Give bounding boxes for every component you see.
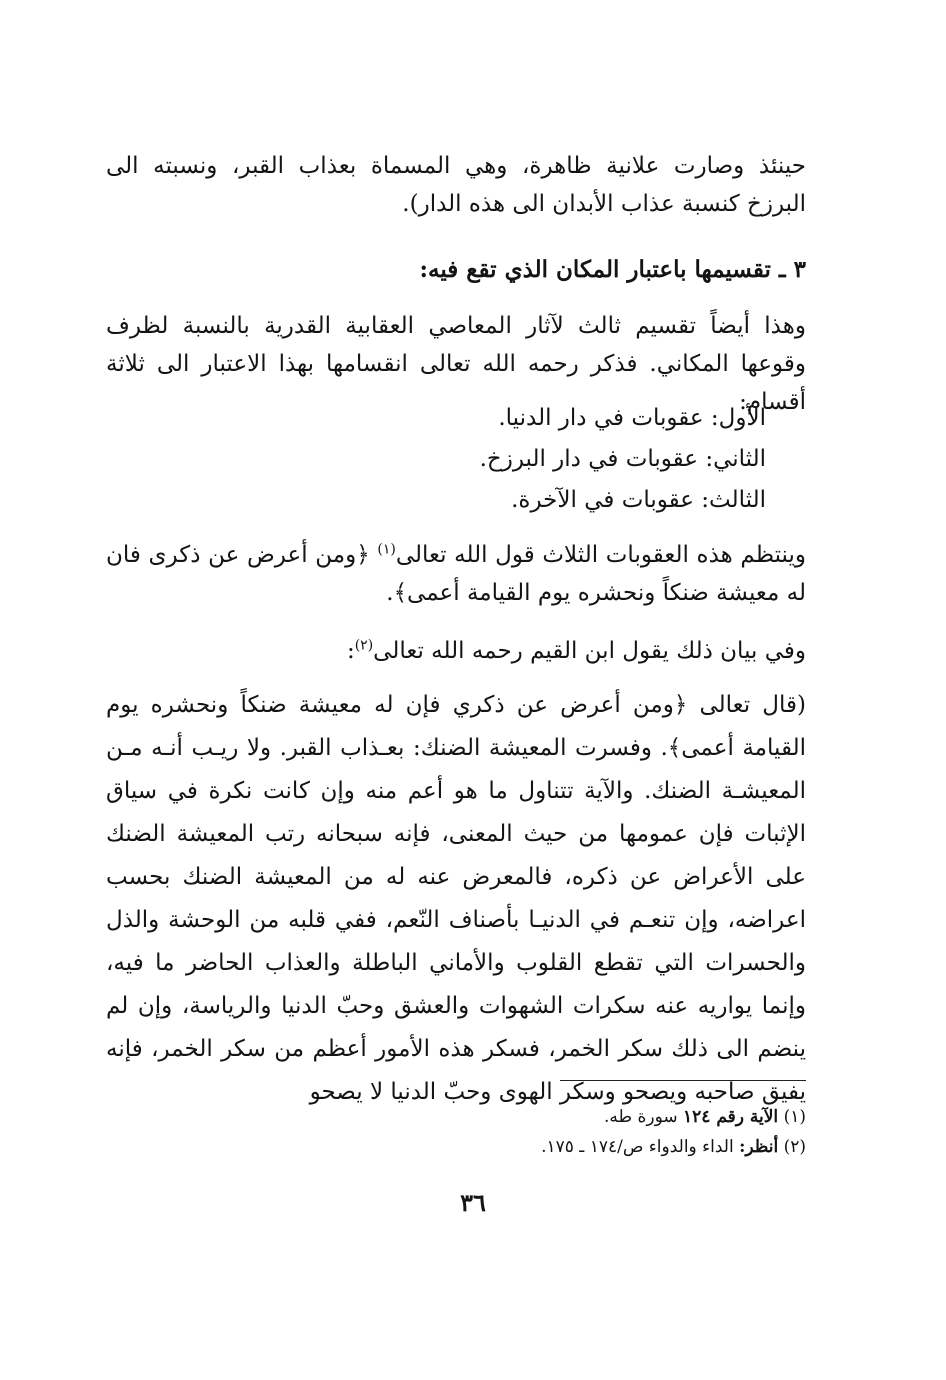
ibn-qayyim-colon: : bbox=[346, 638, 355, 664]
footnote-bold: أنظر: bbox=[739, 1137, 779, 1157]
footnote-item bbox=[106, 1102, 806, 1132]
list-item: الثالث: عقوبات في الآخرة. bbox=[511, 487, 766, 513]
footnote-ref: (١) bbox=[377, 541, 396, 558]
footnote-text: سورة طه. bbox=[604, 1107, 683, 1127]
list-item: الأول: عقوبات في دار الدنيا. bbox=[498, 405, 766, 431]
footnote-text: الداء والدواء ص/١٧٤ ـ ١٧٥. bbox=[541, 1137, 740, 1157]
footnote-bold: الآية رقم ١٢٤ bbox=[683, 1107, 779, 1127]
ibn-qayyim-intro: وفي بيان ذلك يقول ابن القيم رحمه الله تعالى bbox=[373, 638, 806, 664]
footnote-item bbox=[106, 1132, 806, 1162]
section-heading: ٣ ـ تقسيمها باعتبار المكان الذي تقع فيه: bbox=[419, 256, 806, 283]
paragraph-continuation: حينئذ وصارت علانية ظاهرة، وهي المسماة بعذاب القبر، ونسبته الى البرزخ كنسبة عذاب الأبدان الى هذه الدار). bbox=[106, 153, 806, 217]
list-item: الثاني: عقوبات في دار البرزخ. bbox=[479, 446, 766, 472]
paragraph-verse bbox=[106, 536, 806, 612]
page-number: ٣٦ bbox=[460, 1188, 486, 1217]
quotation-paragraph: (قال تعالى ﴿ومن أعرض عن ذكري فإن له معيشة ضنكاً ونحشره يوم القيامة أعمى﴾. وفسرت المعيشة الضنك: بعـذاب القبر. ولا ريـب أنـه مـن المعيشـة الضنك. والآية تتناول ما هو أعم منه وإن كانت نكرة في سياق الإثبات فإن عمومها من حيث المعنى، فإنه سبحانه رتب المعيشة الضنك على الأعراض عن ذكره، فالمعرض عنه له من المعيشة الضنك بحسب اعراضه، وإن تنعـم في الدنيـا بأصناف النّعم، ففي قلبه من الوحشة والذل والحسرات التي تقطع القلوب والأماني الباطلة والعذاب الحاضر ما فيه، وإنما يواريه عنه سكرات الشهوات والعشق وحبّ الدنيا والرياسة، وإن لم ينضم الى ذلك سكر الخمر، فسكر هذه الأمور أعظم من سكر الخمر، فإنه يفيق صاحبه ويصحو وسكر الهوى وحبّ الدنيا لا يصحو bbox=[106, 692, 806, 1105]
verse-text: ﴿ومن أعرض عن ذكرى فان له معيشة ضنكاً ونحشره يوم القيامة أعمى﴾. bbox=[106, 542, 806, 606]
paragraph-intro: وهذا أيضاً تقسيم ثالث لآثار المعاصي العقابية القدرية بالنسبة لظرف وقوعها المكاني. فذكر رحمه الله تعالى انقسامها بهذا الاعتبار الى ثلاثة أقسام: bbox=[106, 313, 806, 415]
punishment-list bbox=[166, 398, 766, 521]
paragraph-ibn-qayyim bbox=[106, 632, 806, 670]
verse-intro: وينتظم هذه العقوبات الثلاث قول الله تعالى bbox=[395, 542, 806, 568]
footnotes bbox=[106, 1102, 806, 1162]
footnote-number: (١) bbox=[783, 1107, 806, 1127]
footnote-number: (٢) bbox=[783, 1137, 806, 1157]
footnote-divider bbox=[560, 1080, 806, 1081]
footnote-ref: (٢) bbox=[354, 637, 374, 654]
